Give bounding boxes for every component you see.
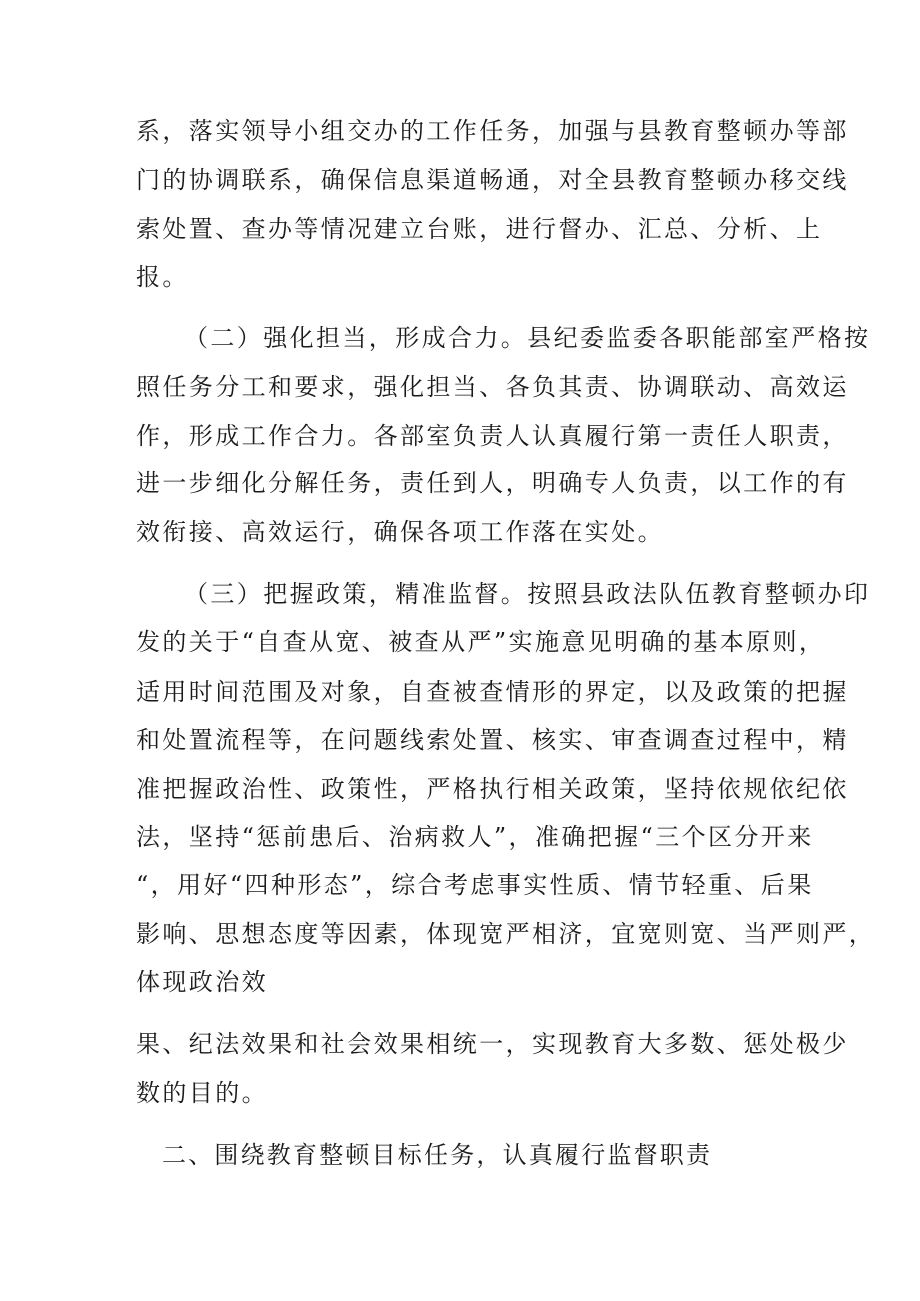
section-2-first-line: （二）强化担当，形成合力。县纪委监委各职能部室严格按 (184, 324, 871, 352)
text-line: 果、纪法效果和社会效果相统一，实现教育大多数、惩处极少 (136, 1030, 849, 1058)
text-line: “，用好“四种形态”，综合考虑事实性质、情节轻重、后果 (136, 871, 814, 899)
text-line: 和处置流程等，在问题线索处置、核实、审查调查过程中，精 (136, 726, 849, 754)
text-line: 照任务分工和要求，强化担当、各负其责、协调联动、高效运 (136, 373, 849, 401)
text-line: 体现政治效 (136, 968, 268, 996)
text-line: 系，落实领导小组交办的工作任务，加强与县教育整顿办等部 (136, 117, 849, 145)
text-line: 效衔接、高效运行，确保各项工作落在实处。 (136, 518, 664, 546)
section-heading: 二、围绕教育整顿目标任务，认真履行监督职责 (162, 1141, 713, 1169)
text-line: 门的协调联系，确保信息渠道畅通，对全县教育整顿办移交线 (136, 166, 849, 194)
text-line: 数的目的。 (136, 1079, 268, 1107)
text-line: 发的关于“自查从宽、被查从严”实施意见明确的基本原则， (136, 628, 826, 656)
text-line: 法，坚持“惩前患后、治病救人”，准确把握“三个区分开来 (136, 823, 814, 851)
text-line: 影响、思想态度等因素，体现宽严相济，宜宽则宽、当严则严， (136, 920, 876, 948)
text-line: 进一步细化分解任务，责任到人，明确专人负责，以工作的有 (136, 469, 849, 497)
text-line: 作，形成工作合力。各部室负责人认真履行第一责任人职责， (136, 422, 849, 450)
text-line: 适用时间范围及对象，自查被查情形的界定，以及政策的把握 (136, 678, 849, 706)
text-line: 索处置、查办等情况建立台账，进行督办、汇总、分析、上 (136, 215, 823, 243)
section-3-first-line: （三）把握政策，精准监督。按照县政法队伍教育整顿办印 (184, 580, 871, 608)
text-line: 准把握政治性、政策性，严格执行相关政策，坚持依规依纪依 (136, 775, 849, 803)
text-line: 报。 (136, 263, 189, 291)
